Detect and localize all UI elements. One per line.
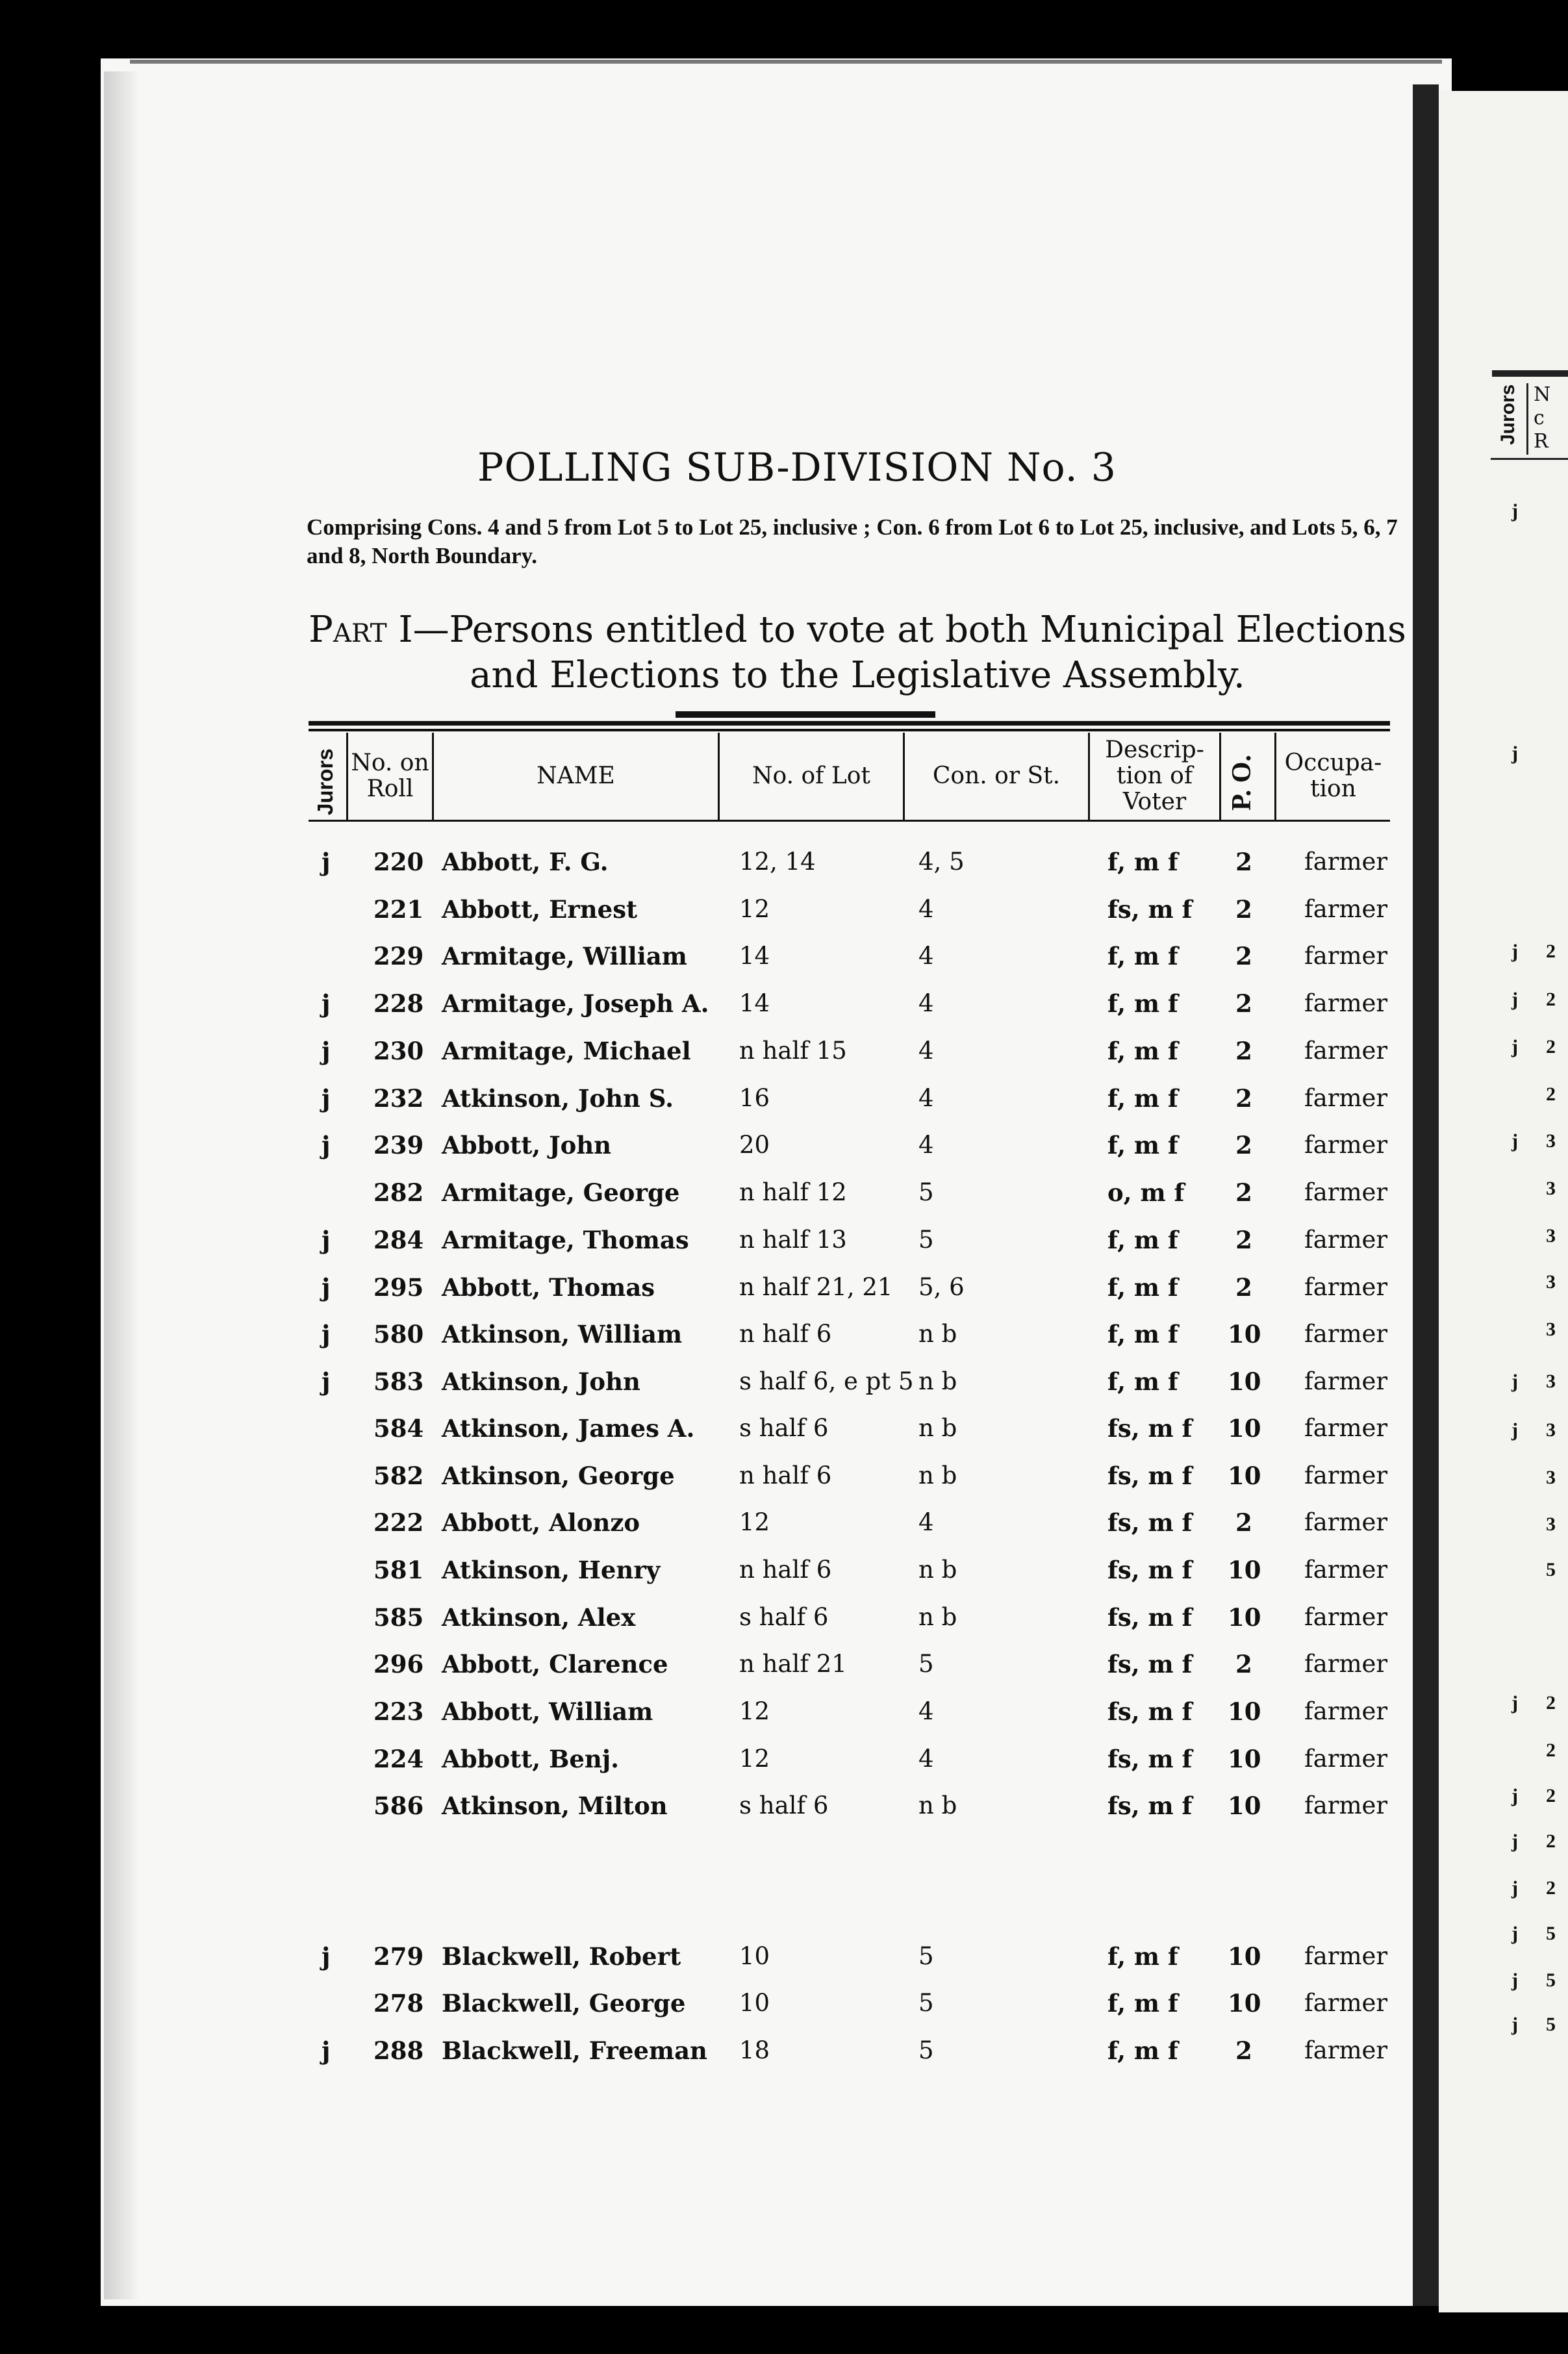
cell-con: 5	[918, 1989, 934, 2017]
cell-lot: n half 15	[739, 1037, 847, 1065]
facing-cell-j: j	[1511, 1419, 1518, 1441]
cell-no: 580	[373, 1320, 424, 1348]
facing-cell-no: 3	[1546, 1225, 1556, 1247]
cell-lot: s half 6	[739, 1603, 829, 1631]
cell-con: 5	[918, 1942, 934, 1970]
cell-name: Abbott, Ernest	[442, 895, 638, 924]
cell-desc: f, m f	[1107, 1226, 1178, 1254]
facing-cell-j: j	[1511, 941, 1518, 962]
table-row	[0, 848, 1568, 894]
facing-cell-no: 2	[1546, 1785, 1556, 1806]
table-header-rule	[309, 820, 1390, 822]
cell-occ: farmer	[1304, 989, 1388, 1017]
table-row	[0, 1178, 1568, 1225]
cell-desc: f, m f	[1107, 1084, 1178, 1113]
facing-cell-j: j	[1511, 989, 1518, 1010]
cell-name: Atkinson, William	[442, 1320, 683, 1348]
table-row	[0, 1084, 1568, 1131]
cell-con: 5	[918, 1226, 934, 1254]
table-row	[0, 1037, 1568, 1083]
cell-no: 279	[373, 1942, 424, 1971]
cell-desc: f, m f	[1107, 1942, 1178, 1971]
cell-j: j	[322, 1084, 331, 1113]
cell-occ: farmer	[1304, 942, 1388, 970]
table-row	[0, 1650, 1568, 1697]
cell-occ: farmer	[1304, 1697, 1388, 1725]
header-jurors-label: Jurors	[313, 748, 337, 815]
part-heading	[305, 607, 1410, 698]
cell-desc: f, m f	[1107, 1131, 1178, 1159]
cell-occ: farmer	[1304, 1556, 1388, 1584]
cell-j: j	[322, 1131, 331, 1159]
page-top-edge	[130, 60, 1442, 64]
cell-no: 582	[373, 1462, 424, 1490]
cell-con: 4	[918, 942, 934, 970]
cell-name: Atkinson, John	[442, 1367, 640, 1396]
cell-lot: 16	[739, 1084, 770, 1112]
cell-occ: farmer	[1304, 1462, 1388, 1489]
cell-name: Abbott, John	[442, 1131, 612, 1159]
cell-occ: farmer	[1304, 1320, 1388, 1348]
cell-occ: farmer	[1304, 1367, 1388, 1395]
cell-name: Abbott, Benj.	[442, 1745, 620, 1773]
facing-cell-j: j	[1511, 2014, 1518, 2035]
header-description: Descrip- tion of Voter	[1105, 737, 1204, 815]
cell-name: Armitage, George	[442, 1178, 680, 1207]
cell-no: 282	[373, 1178, 424, 1207]
cell-desc: fs, m f	[1107, 1791, 1193, 1820]
cell-no: 232	[373, 1084, 424, 1113]
table-row	[0, 989, 1568, 1036]
facing-cell-no: 2	[1546, 1877, 1556, 1899]
cell-con: n b	[918, 1414, 957, 1442]
facing-cell-no: 5	[1546, 1559, 1556, 1580]
cell-lot: 10	[739, 1989, 770, 2017]
cell-j: j	[322, 1942, 331, 1971]
cell-con: n b	[918, 1791, 957, 1819]
header-po	[1221, 734, 1259, 818]
table-row	[0, 1273, 1568, 1320]
cell-no: 296	[373, 1650, 424, 1678]
cell-no: 581	[373, 1556, 424, 1584]
facing-cell-j: j	[1511, 1036, 1518, 1057]
cell-name: Abbott, Alonzo	[442, 1508, 640, 1537]
part-underline	[676, 711, 935, 718]
cell-desc: fs, m f	[1107, 1462, 1193, 1490]
cell-desc: fs, m f	[1107, 1414, 1193, 1443]
cell-no: 228	[373, 989, 424, 1018]
facing-cell-no: 3	[1546, 1130, 1556, 1152]
cell-name: Armitage, William	[442, 942, 687, 970]
cell-lot: 18	[739, 2036, 770, 2064]
facing-cell-no: 2	[1546, 1083, 1556, 1105]
cell-desc: fs, m f	[1107, 1556, 1193, 1584]
table-row	[0, 942, 1568, 989]
table-row	[0, 1131, 1568, 1178]
facing-cell-no: 5	[1546, 2014, 1556, 2035]
facing-header-fragment	[1526, 383, 1550, 455]
cell-po: 10	[1228, 1697, 1261, 1726]
cell-j: j	[322, 1273, 331, 1302]
table-row	[0, 1791, 1568, 1838]
cell-lot: s half 6	[739, 1791, 829, 1819]
facing-header-line: R	[1534, 430, 1549, 453]
facing-cell-no: 3	[1546, 1319, 1556, 1340]
cell-con: 4	[918, 1131, 934, 1159]
cell-con: 4	[918, 1697, 934, 1725]
cell-po: 10	[1228, 1556, 1261, 1584]
facing-cell-no: 3	[1546, 1419, 1556, 1441]
table-row	[0, 1942, 1568, 1989]
cell-desc: f, m f	[1107, 1320, 1178, 1348]
cell-po: 10	[1228, 1367, 1261, 1396]
facing-cell-j: j	[1511, 1923, 1518, 1944]
cell-con: 5	[918, 1650, 934, 1678]
cell-no: 239	[373, 1131, 424, 1159]
cell-con: 4	[918, 1745, 934, 1773]
cell-name: Abbott, F. G.	[442, 848, 609, 876]
cell-no: 295	[373, 1273, 424, 1302]
cell-occ: farmer	[1304, 1084, 1388, 1112]
cell-occ: farmer	[1304, 1131, 1388, 1159]
cell-lot: 14	[739, 989, 770, 1017]
cell-lot: 20	[739, 1131, 770, 1159]
cell-lot: n half 21	[739, 1650, 847, 1678]
cell-occ: farmer	[1304, 895, 1388, 923]
header-occupation: Occupa- tion	[1284, 750, 1382, 802]
facing-cell-no: 3	[1546, 1371, 1556, 1392]
cell-lot: s half 6, e pt 5	[739, 1367, 914, 1395]
cell-po: 2	[1235, 989, 1252, 1018]
header-name: NAME	[537, 763, 615, 789]
header-po-label: P. O.	[1227, 755, 1257, 811]
table-row	[0, 1508, 1568, 1555]
cell-con: 5, 6	[918, 1273, 965, 1301]
cell-occ: farmer	[1304, 1791, 1388, 1819]
cell-no: 585	[373, 1603, 424, 1632]
cell-po: 10	[1228, 1942, 1261, 1971]
cell-po: 2	[1235, 1084, 1252, 1113]
cell-name: Blackwell, Freeman	[442, 2036, 707, 2065]
cell-desc: fs, m f	[1107, 1697, 1193, 1726]
cell-con: 4	[918, 1084, 934, 1112]
cell-occ: farmer	[1304, 1178, 1388, 1206]
cell-occ: farmer	[1304, 1226, 1388, 1254]
cell-lot: 12	[739, 1697, 770, 1725]
facing-cell-no: 2	[1546, 1692, 1556, 1714]
cell-j: j	[322, 1320, 331, 1348]
cell-occ: farmer	[1304, 1745, 1388, 1773]
cell-desc: f, m f	[1107, 1367, 1178, 1396]
cell-po: 2	[1235, 848, 1252, 876]
cell-no: 221	[373, 895, 424, 924]
part-label: Part I	[309, 609, 413, 651]
table-row	[0, 1697, 1568, 1744]
facing-cell-no: 2	[1546, 1740, 1556, 1761]
cell-name: Abbott, Thomas	[442, 1273, 655, 1302]
cell-name: Atkinson, James A.	[442, 1414, 695, 1443]
facing-cell-no: 2	[1546, 989, 1556, 1010]
facing-cell-j: j	[1511, 1130, 1518, 1152]
cell-occ: farmer	[1304, 1508, 1388, 1536]
cell-occ: farmer	[1304, 1650, 1388, 1678]
facing-cell-j: j	[1511, 1371, 1518, 1392]
cell-j: j	[322, 1367, 331, 1396]
cell-no: 583	[373, 1367, 424, 1396]
header-lot: No. of Lot	[752, 763, 870, 789]
cell-con: n b	[918, 1556, 957, 1584]
cell-po: 10	[1228, 1320, 1261, 1348]
cell-po: 2	[1235, 1508, 1252, 1537]
cell-no: 586	[373, 1791, 424, 1820]
table-row	[0, 2036, 1568, 2083]
cell-lot: n half 13	[739, 1226, 847, 1254]
cell-name: Abbott, Clarence	[442, 1650, 668, 1678]
table-row	[0, 1603, 1568, 1650]
cell-desc: fs, m f	[1107, 1650, 1193, 1678]
facing-cell-j: j	[1511, 1877, 1518, 1899]
cell-name: Blackwell, George	[442, 1989, 686, 2018]
facing-header-line: N	[1534, 383, 1551, 406]
cell-name: Atkinson, George	[442, 1462, 675, 1490]
facing-cell-no: 3	[1546, 1271, 1556, 1293]
facing-cell-no: 2	[1546, 1036, 1556, 1057]
cell-con: n b	[918, 1603, 957, 1631]
cell-lot: 10	[739, 1942, 770, 1970]
cell-con: 4	[918, 1508, 934, 1536]
cell-con: 4	[918, 1037, 934, 1065]
cell-no: 229	[373, 942, 424, 970]
cell-lot: n half 12	[739, 1178, 847, 1206]
cell-lot: s half 6	[739, 1414, 829, 1442]
cell-occ: farmer	[1304, 1037, 1388, 1065]
facing-cell-no: 2	[1546, 941, 1556, 962]
cell-lot: 12	[739, 1745, 770, 1773]
cell-lot: n half 6	[739, 1320, 832, 1348]
cell-po: 2	[1235, 1226, 1252, 1254]
facing-table-rule	[1492, 370, 1568, 377]
cell-name: Blackwell, Robert	[442, 1942, 681, 1971]
cell-con: 5	[918, 2036, 934, 2064]
cell-lot: 12	[739, 895, 770, 923]
header-no-on-roll: No. on Roll	[351, 750, 429, 802]
part-text: —Persons entitled to vote at both Municipal Elections and Elections to the Legislative Assembly.	[412, 609, 1406, 696]
cell-no: 284	[373, 1226, 424, 1254]
table-row	[0, 1462, 1568, 1508]
facing-cell-j: j	[1511, 500, 1518, 522]
cell-po: 2	[1235, 942, 1252, 970]
facing-cell-no: 2	[1546, 1830, 1556, 1852]
cell-no: 230	[373, 1037, 424, 1065]
cell-po: 2	[1235, 1650, 1252, 1678]
facing-cell-no: 5	[1546, 1923, 1556, 1944]
cell-lot: n half 6	[739, 1462, 832, 1489]
cell-occ: farmer	[1304, 848, 1388, 876]
cell-desc: f, m f	[1107, 848, 1178, 876]
cell-con: 4	[918, 989, 934, 1017]
facing-cell-no: 3	[1546, 1467, 1556, 1488]
cell-desc: fs, m f	[1107, 1745, 1193, 1773]
cell-desc: f, m f	[1107, 2036, 1178, 2065]
cell-po: 2	[1235, 2036, 1252, 2065]
cell-lot: 12	[739, 1508, 770, 1536]
cell-lot: 14	[739, 942, 770, 970]
table-row	[0, 1745, 1568, 1791]
cell-j: j	[322, 1037, 331, 1065]
cell-j: j	[322, 2036, 331, 2065]
facing-cell-j: j	[1511, 1785, 1518, 1806]
cell-no: 288	[373, 2036, 424, 2065]
cell-no: 278	[373, 1989, 424, 2018]
cell-desc: fs, m f	[1107, 1508, 1193, 1537]
cell-occ: farmer	[1304, 1989, 1388, 2017]
table-row	[0, 895, 1568, 942]
table-row	[0, 1226, 1568, 1272]
cell-po: 2	[1235, 895, 1252, 924]
cell-po: 10	[1228, 1462, 1261, 1490]
cell-occ: farmer	[1304, 2036, 1388, 2064]
cell-desc: f, m f	[1107, 989, 1178, 1018]
cell-j: j	[322, 848, 331, 876]
cell-name: Atkinson, Alex	[442, 1603, 636, 1632]
cell-occ: farmer	[1304, 1942, 1388, 1970]
cell-po: 10	[1228, 1791, 1261, 1820]
cell-name: Atkinson, Milton	[442, 1791, 668, 1820]
cell-desc: fs, m f	[1107, 895, 1193, 924]
cell-po: 10	[1228, 1745, 1261, 1773]
cell-po: 2	[1235, 1178, 1252, 1207]
table-top-rule-thin	[309, 729, 1390, 731]
facing-jurors-header: Jurors	[1497, 384, 1519, 445]
cell-name: Atkinson, Henry	[442, 1556, 661, 1584]
cell-con: 5	[918, 1178, 934, 1206]
cell-lot: n half 6	[739, 1556, 832, 1584]
cell-desc: f, m f	[1107, 942, 1178, 970]
table-row	[0, 1989, 1568, 2036]
facing-cell-no: 3	[1546, 1178, 1556, 1199]
cell-name: Armitage, Joseph A.	[442, 989, 709, 1018]
cell-occ: farmer	[1304, 1273, 1388, 1301]
cell-con: 4	[918, 895, 934, 923]
cell-occ: farmer	[1304, 1603, 1388, 1631]
facing-cell-j: j	[1511, 1692, 1518, 1714]
page-subtitle: Comprising Cons. 4 and 5 from Lot 5 to Lot 25, inclusive ; Con. 6 from Lot 6 to Lot 25, inclusive, and Lots 5, 6, 7 and 8, North Boundary.	[307, 514, 1398, 568]
cell-po: 10	[1228, 1603, 1261, 1632]
facing-cell-j: j	[1511, 1969, 1518, 1991]
cell-no: 220	[373, 848, 424, 876]
cell-con: 4, 5	[918, 848, 965, 876]
facing-cell-no: 5	[1546, 1969, 1556, 1991]
cell-name: Armitage, Michael	[442, 1037, 691, 1065]
cell-name: Abbott, William	[442, 1697, 653, 1726]
cell-desc: o, m f	[1107, 1178, 1185, 1207]
cell-po: 10	[1228, 1414, 1261, 1443]
table-row	[0, 1367, 1568, 1414]
cell-j: j	[322, 1226, 331, 1254]
cell-no: 222	[373, 1508, 424, 1537]
header-jurors	[310, 734, 343, 818]
cell-no: 584	[373, 1414, 424, 1443]
table-row	[0, 1556, 1568, 1602]
page-title: POLLING SUB-DIVISION No. 3	[477, 445, 1117, 490]
table-row	[0, 1320, 1568, 1367]
cell-no: 224	[373, 1745, 424, 1773]
cell-lot: 12, 14	[739, 848, 816, 876]
cell-name: Atkinson, John S.	[442, 1084, 674, 1113]
cell-con: n b	[918, 1320, 957, 1348]
facing-cell-no: 3	[1546, 1513, 1556, 1535]
cell-no: 223	[373, 1697, 424, 1726]
cell-name: Armitage, Thomas	[442, 1226, 689, 1254]
cell-con: n b	[918, 1462, 957, 1489]
facing-cell-j: j	[1511, 742, 1518, 764]
cell-lot: n half 21, 21	[739, 1273, 893, 1301]
facing-cell-j: j	[1511, 1830, 1518, 1852]
cell-desc: fs, m f	[1107, 1603, 1193, 1632]
header-con: Con. or St.	[932, 763, 1061, 789]
cell-po: 2	[1235, 1037, 1252, 1065]
cell-desc: f, m f	[1107, 1989, 1178, 2018]
cell-con: n b	[918, 1367, 957, 1395]
cell-desc: f, m f	[1107, 1037, 1178, 1065]
cell-po: 10	[1228, 1989, 1261, 2018]
cell-occ: farmer	[1304, 1414, 1388, 1442]
cell-j: j	[322, 989, 331, 1018]
cell-po: 2	[1235, 1131, 1252, 1159]
facing-header-line: c	[1534, 407, 1545, 429]
cell-desc: f, m f	[1107, 1273, 1178, 1302]
table-row	[0, 1414, 1568, 1461]
cell-po: 2	[1235, 1273, 1252, 1302]
table-top-rule	[309, 721, 1390, 726]
